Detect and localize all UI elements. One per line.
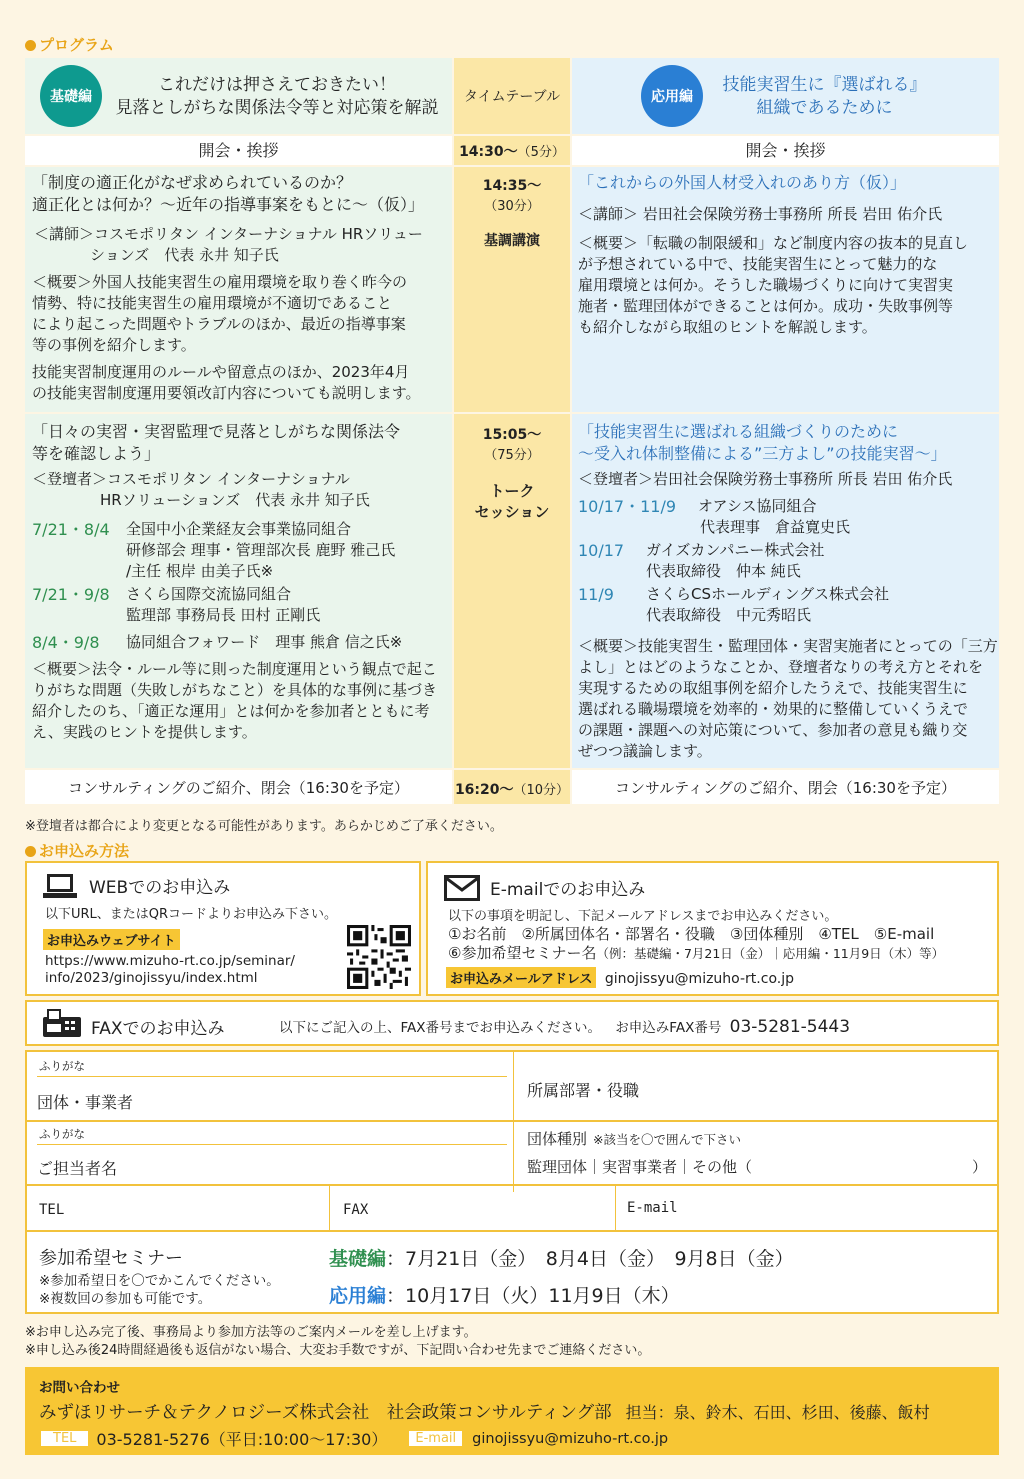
person-field[interactable]: [37, 1156, 503, 1182]
talk-right-speaker-1: 10/17・11/9 オアシス協同組合 代表理事 倉益寛史氏: [578, 497, 851, 536]
org-type-options[interactable]: 監理団体｜実習事業者｜その他（ ）: [527, 1158, 987, 1176]
email-address-row: お申込みメールアドレス ginojissyu@mizuho-rt.co.jp: [446, 967, 794, 988]
org-label: 団体・事業者: [37, 1093, 134, 1112]
fax-apply-box: [25, 1000, 999, 1046]
talk-right-speaker-2: 10/17 ガイズカンパニー株式会社 代表取締役 仲本 純氏: [578, 541, 825, 580]
talk-right-title: 「技能実習生に選ばれる組織づくりのために ～受入れ体制整備による”三方よし”の技能実習～」: [578, 422, 947, 463]
keynote-right: [572, 167, 999, 412]
email-apply-heading: E-mailでのお申込み: [490, 880, 646, 900]
tel-label: TEL: [41, 1431, 88, 1446]
tel-field[interactable]: TEL: [39, 1202, 65, 1218]
opening-time: 14:30～（5分）: [454, 136, 570, 165]
org-field[interactable]: [37, 1088, 503, 1116]
talk-left-speaker: ＜登壇者＞コスモポリタン インターナショナル HRソリューションズ 代表 永井 知子氏: [32, 470, 370, 509]
web-apply-box: [25, 861, 421, 996]
dept-label: 所属部署・役職: [527, 1081, 640, 1100]
advanced-seminar-dates[interactable]: 応用編：10月17日（火）11月9日（木）: [329, 1285, 680, 1307]
basic-header-title: これだけは押さえておきたい！ 見落としがちな関係法令等と対応策を解説: [115, 75, 439, 118]
email-field[interactable]: E-mail: [627, 1200, 678, 1216]
closing-time: 16:20～（10分）: [454, 770, 570, 804]
email-apply-items: ①お名前 ②所属団体名・部署名・役職 ③団体種別 ④TEL ⑤E-mail ⑥参加希望セミナー名（例：基礎編・7月21日（金）｜応用編・11月9日（木）等）: [448, 925, 945, 962]
keynote-left-title: 「制度の適正化がなぜ求められているのか？ 適正化とは何か？～近年の指導事案をもとに～（仮）」: [32, 173, 425, 214]
talk-left-speaker-1: 7/21・8/4 全国中小企業経友会事業協同組合 研修部会 理事・管理部次長 鹿野 雅己氏 /主任 根岸 由美子氏※: [32, 520, 396, 580]
fax-field[interactable]: FAX: [343, 1202, 369, 1218]
keynote-right-title: 「これからの外国人材受入れのあり方（仮）」: [578, 173, 907, 192]
talk-right: [572, 414, 999, 768]
talk-right-speaker: ＜登壇者＞岩田社会保険労務士事務所 所長 岩田 佑介氏: [578, 470, 953, 488]
fax-apply-heading: FAXでのお申込み: [91, 1019, 225, 1039]
program-note: ※登壇者は都合により変更となる可能性があります。あらかじめご了承ください。: [25, 819, 503, 834]
keynote-left-lecturer: ＜講師＞コスモポリタン インターナショナル HRソリュー ションズ 代表 永井 知子氏: [34, 225, 423, 264]
qr-code-icon[interactable]: [347, 925, 411, 993]
keynote-right-lecturer: ＜講師＞ 岩田社会保険労務士事務所 所長 岩田 佑介氏: [578, 205, 943, 223]
laptop-icon: [43, 872, 77, 904]
fax-apply-desc: 以下にご記入の上、FAX番号までお申込みください。 お申込みFAX番号 03-5281-5443: [279, 1017, 851, 1037]
keynote-left-summary: ＜概要＞外国人技能実習生の雇用環境を取り巻く昨今の 情勢、特に技能実習生の雇用環境が不適切であること により起こった問題やトラブルのほか、最近の指導事案 等の事例を紹介します。: [32, 273, 408, 354]
opening-left: 開会・挨拶: [25, 136, 452, 165]
timetable-header: タイムテーブル: [454, 58, 570, 134]
email-apply-box: [426, 861, 999, 996]
dept-field[interactable]: [527, 1078, 993, 1106]
keynote-left: [25, 167, 452, 412]
furigana-label-1: ふりがな: [39, 1059, 85, 1073]
talk-right-summary: ＜概要＞技能実習生・監理団体・実習実施者にとっての「三方 よし」とはどのようなことか、登壇者なりの考え方とそれを 実現するための取組事例を紹介したうえで、技能実習生に 選ばれる職場環境を効率的・効果的に整備していくうえで の課題・課題への対応策について、参加者の意見も織り交 ぜつつ議論します。: [578, 637, 998, 760]
email-label: E-mail: [409, 1431, 462, 1446]
fax-icon: [43, 1009, 81, 1043]
person-label: ご担当者名: [37, 1159, 118, 1178]
web-site-label: お申込みウェブサイト: [43, 929, 180, 950]
keynote-right-summary: ＜概要＞「転職の制限緩和」など制度内容の抜本的見直し が予想されている中で、技能実習生にとって魅力的な 雇用環境とは何か。そうした職場づくりに向けて実習実 施者・監理団体ができることは何か。成功・失敗事例等 も紹介しながら取組のヒントを解説します。: [578, 234, 969, 336]
application-form: [25, 1050, 999, 1314]
seminar-label: 参加希望セミナー: [39, 1248, 183, 1269]
apply-section-title: お申込み方法: [25, 840, 129, 861]
basic-header: [25, 58, 452, 134]
web-url[interactable]: https://www.mizuho-rt.co.jp/seminar/ info/2023/ginojissyu/index.html: [45, 953, 295, 986]
basic-badge: 基礎編: [40, 65, 102, 127]
org-type-label: 団体種別 ※該当を〇で囲んで下さい: [527, 1130, 741, 1148]
envelope-icon: [444, 875, 480, 905]
opening-right: 開会・挨拶: [572, 136, 999, 165]
web-apply-heading: WEBでのお申込み: [89, 878, 231, 898]
talk-right-speaker-3: 11/9 さくらCSホールディングス株式会社 代表取締役 中元秀昭氏: [578, 585, 890, 624]
contact-tel[interactable]: 03-5281-5276（平日:10:00～17:30）: [96, 1430, 388, 1449]
talk-left-summary: ＜概要＞法令・ルール等に則った制度運用という観点で起こ りがちな問題（失敗しがちなこと）を具体的な事例に基づき 紹介したのち、「適正な運用」とは何かを参加者とともに考 え、実践のヒントを提供します。: [32, 660, 438, 741]
keynote-time: 14:35～ （30分） 基調講演: [454, 167, 570, 412]
contact-row: [41, 1427, 668, 1450]
advanced-badge: 応用編: [641, 65, 703, 127]
talk-time: 15:05～ （75分） トーク セッション: [454, 414, 570, 768]
advanced-header-title: 技能実習生に『選ばれる』 組織であるために: [722, 75, 927, 118]
talk-left-title: 「日々の実習・実習監理で見落としがちな関係法令 等を確認しよう」: [32, 422, 401, 463]
email-apply-desc: 以下の事項を明記し、下記メールアドレスまでお申込みください。: [448, 909, 838, 924]
contact-box: [25, 1367, 999, 1455]
talk-left-speaker-3: 8/4・9/8 協同組合フォワード 理事 熊倉 信之氏※: [32, 633, 403, 652]
closing-left: コンサルティングのご紹介、閉会（16:30を予定）: [25, 770, 452, 804]
web-apply-desc: 以下URL、またはQRコードよりお申込み下さい。: [45, 907, 338, 922]
advanced-header: [572, 58, 999, 134]
keynote-left-extra: 技能実習制度運用のルールや留意点のほか、2023年4月 の技能実習制度運用要領改訂内容についても説明します。: [32, 363, 421, 402]
contact-company: みずほリサーチ＆テクノロジーズ株式会社 社会政策コンサルティング部 担当：泉、鈴木、石田、杉田、後藤、飯村: [39, 1403, 930, 1423]
contact-title: お問い合わせ: [39, 1380, 120, 1396]
form-notes: ※お申し込み完了後、事務局より参加方法等のご案内メールを差し上げます。 ※申し込み後24時間経過後も返信がない場合、大変お手数ですが、下記問い合わせ先までご連絡ください。: [25, 1325, 651, 1358]
seminar-notes: ※参加希望日を〇でかこんでください。 ※複数回の参加も可能です。: [39, 1273, 280, 1307]
fax-number: 03-5281-5443: [729, 1017, 851, 1037]
talk-left-speaker-2: 7/21・9/8 さくら国際交流協同組合 監理部 事務局長 田村 正剛氏: [32, 585, 321, 624]
closing-right: コンサルティングのご紹介、閉会（16:30を予定）: [572, 770, 999, 804]
program-section-title: プログラム: [25, 34, 114, 55]
furigana-label-2: ふりがな: [39, 1127, 85, 1141]
talk-left: [25, 414, 452, 768]
email-address[interactable]: ginojissyu@mizuho-rt.co.jp: [604, 971, 794, 987]
contact-email[interactable]: ginojissyu@mizuho-rt.co.jp: [472, 1430, 669, 1447]
basic-seminar-dates[interactable]: 基礎編：7月21日（金） 8月4日（金） 9月8日（金）: [329, 1248, 794, 1270]
